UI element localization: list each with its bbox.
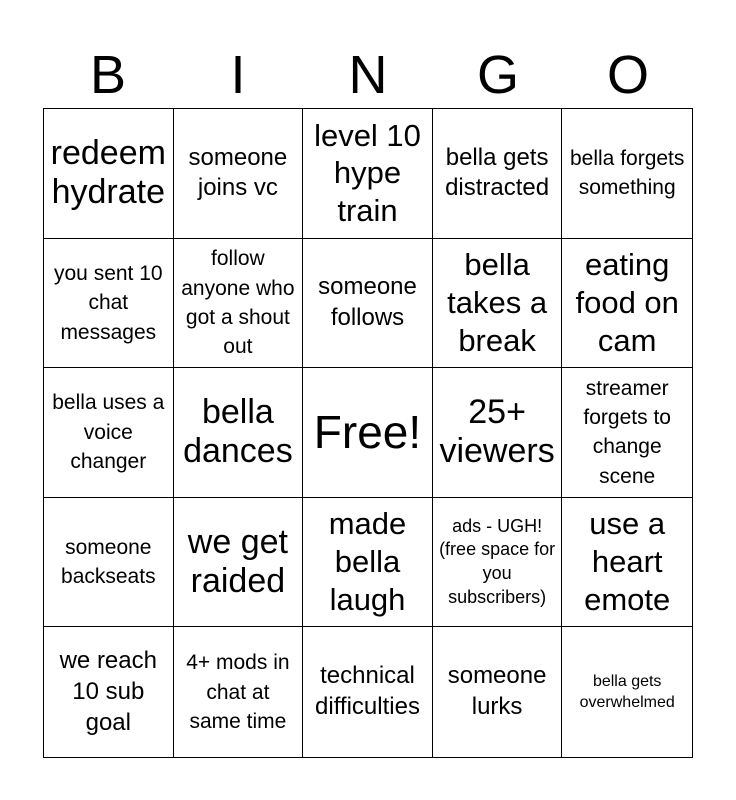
- cell-text: bella gets overwhelmed: [579, 672, 675, 712]
- bingo-cell[interactable]: [44, 498, 174, 628]
- bingo-cell[interactable]: [433, 498, 563, 628]
- bingo-card-grid: [43, 108, 693, 758]
- cell-text: ads - UGH! (free space for you subscribers): [439, 515, 556, 607]
- cell-text: we get raided: [187, 523, 288, 601]
- cell-text: you sent 10 chat messages: [54, 261, 163, 344]
- bingo-cell[interactable]: [303, 109, 433, 239]
- bingo-cell[interactable]: [303, 239, 433, 369]
- cell-text: technical difficulties: [315, 662, 420, 721]
- bingo-cell[interactable]: [562, 368, 692, 498]
- bingo-cell[interactable]: [44, 368, 174, 498]
- bingo-cell[interactable]: [174, 109, 304, 239]
- bingo-cell[interactable]: [433, 368, 563, 498]
- bingo-cell[interactable]: [562, 109, 692, 239]
- header-letter-i: I: [230, 45, 246, 105]
- header-letter-o: O: [606, 45, 649, 105]
- bingo-cell[interactable]: [44, 109, 174, 239]
- header-letter-n: N: [348, 45, 388, 105]
- cell-text: level 10 hype train: [314, 117, 421, 229]
- cell-text: someone backseats: [61, 535, 156, 589]
- cell-text: bella uses a voice changer: [52, 391, 165, 474]
- bingo-header: [43, 40, 693, 108]
- cell-text: bella forgets something: [569, 146, 685, 200]
- bingo-cell[interactable]: [562, 239, 692, 369]
- bingo-cell[interactable]: [174, 498, 304, 628]
- bingo-cell[interactable]: [562, 627, 692, 757]
- bingo-cell[interactable]: [433, 627, 563, 757]
- bingo-cell[interactable]: [174, 239, 304, 369]
- cell-text: someone follows: [318, 273, 417, 331]
- bingo-cell[interactable]: [44, 239, 174, 369]
- bingo-cell[interactable]: [303, 627, 433, 757]
- cell-text: someone lurks: [447, 662, 547, 721]
- cell-text: streamer forgets to change scene: [583, 376, 671, 488]
- cell-text: 25+ viewers: [439, 393, 555, 471]
- header-letter-b: B: [89, 45, 127, 105]
- cell-text: use a heart emote: [584, 506, 671, 617]
- bingo-cell[interactable]: [44, 627, 174, 757]
- bingo-cell[interactable]: [433, 239, 563, 369]
- cell-text: we reach 10 sub goal: [59, 647, 157, 736]
- cell-text: follow anyone who got a shout out: [181, 247, 295, 359]
- cell-text: bella takes a break: [447, 247, 548, 358]
- cell-text: eating food on cam: [575, 247, 679, 358]
- bingo-cell[interactable]: [562, 498, 692, 628]
- cell-text: bella gets distracted: [445, 143, 550, 202]
- cell-text: bella dances: [183, 393, 293, 471]
- bingo-cell[interactable]: [174, 627, 304, 757]
- cell-text: Free!: [313, 406, 422, 459]
- header-letter-g: G: [476, 45, 519, 105]
- bingo-cell[interactable]: [433, 109, 563, 239]
- cell-text: 4+ mods in chat at same time: [186, 651, 290, 733]
- free-space-cell[interactable]: [303, 368, 433, 498]
- cell-text: made bella laugh: [328, 506, 407, 617]
- cell-text: someone joins vc: [188, 143, 288, 202]
- cell-text: redeem hydrate: [50, 134, 166, 212]
- bingo-cell[interactable]: [174, 368, 304, 498]
- bingo-cell[interactable]: [303, 498, 433, 628]
